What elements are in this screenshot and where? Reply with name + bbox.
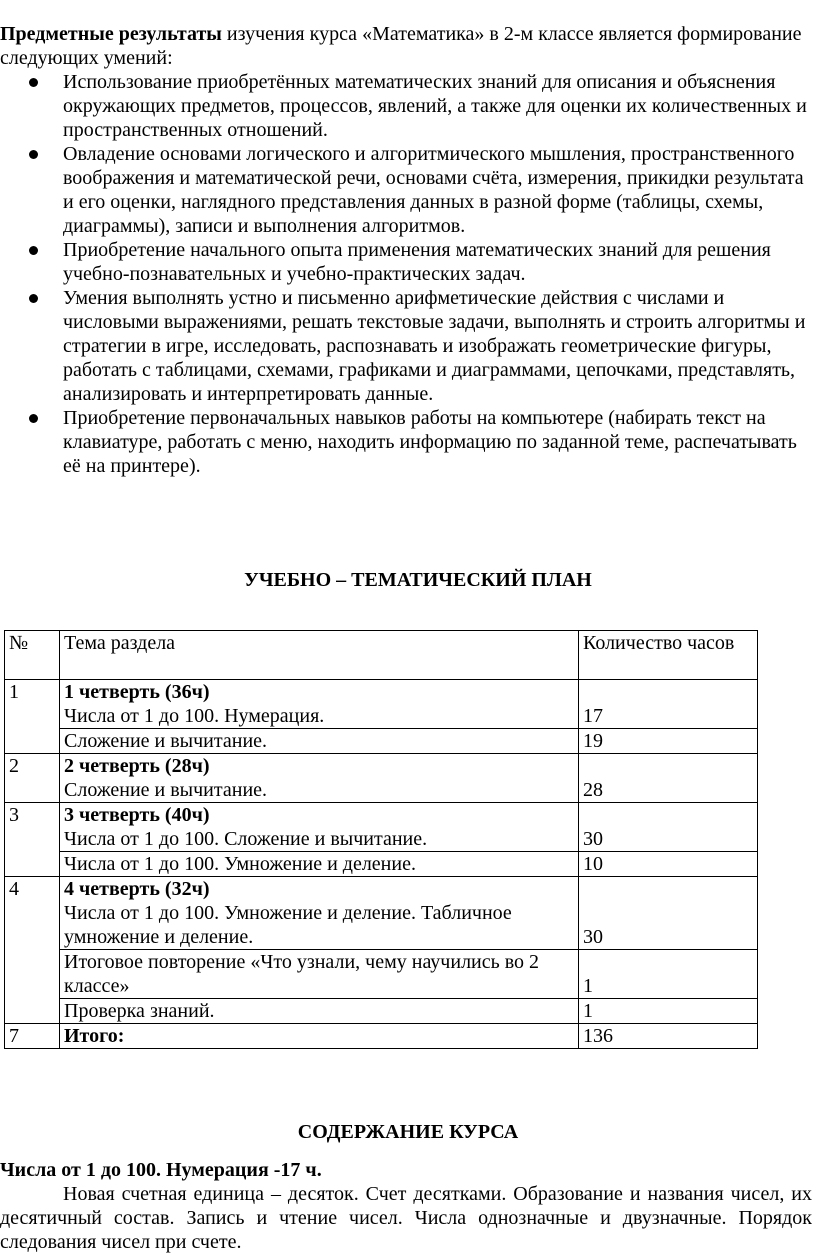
list-item-text: Умения выполнять устно и письменно арифметические действия с числами и числовыми выражениями, решать текстовые задачи, выполнять и строить алгоритмы и стратегии в игре, исследовать, распознавать и изображать геометрические фигуры, работать с таблицами, схемами, графиками и диаграммами, цепочками, представлять, анализировать и интерпретировать данные. bbox=[63, 287, 806, 405]
hours-value: 1 bbox=[579, 999, 758, 1024]
plan-title: УЧЕБНО – ТЕМАТИЧЕСКИЙ ПЛАН bbox=[244, 569, 592, 591]
hours-value: 30 bbox=[583, 926, 603, 948]
hours-value: 1 bbox=[583, 975, 593, 997]
total-label: Итого: bbox=[60, 1024, 579, 1049]
table-row bbox=[5, 729, 758, 754]
hours-value: 10 bbox=[579, 852, 758, 877]
plan-table bbox=[4, 630, 758, 1049]
bullet-icon bbox=[29, 150, 38, 159]
list-item bbox=[0, 406, 812, 478]
table-row bbox=[5, 877, 758, 950]
section-paragraph: Новая счетная единица – десяток. Счет десятками. Образование и названия чисел, их десятичный состав. Запись и чтение чисел. Числа однозначные и двузначные. Порядок следования чисел при счете. bbox=[0, 1183, 812, 1253]
quarter-title: 1 четверть (36ч) bbox=[64, 681, 210, 703]
hours-value: 17 bbox=[583, 705, 603, 727]
hours-value: 28 bbox=[583, 779, 603, 801]
table-row bbox=[5, 754, 758, 803]
row-topic bbox=[60, 877, 579, 950]
header-hours: Количество часов bbox=[579, 631, 758, 680]
row-num: 2 bbox=[5, 754, 60, 803]
hours-value: 19 bbox=[579, 729, 758, 754]
list-item-text: Овладение основами логического и алгоритмического мышления, пространственного воображения и математической речи, основами счёта, измерения, прикидки результата и его оценки, наглядного представления данных в разной форме (таблицы, схемы, диаграммы), записи и выполнения алгоритмов. bbox=[63, 143, 804, 237]
results-list bbox=[0, 70, 812, 478]
topic-text: Числа от 1 до 100. Сложение и вычитание. bbox=[64, 828, 428, 850]
topic-text: Сложение и вычитание. bbox=[64, 779, 268, 801]
row-hours bbox=[579, 877, 758, 950]
course-content bbox=[0, 1158, 812, 1254]
row-num: 4 bbox=[5, 877, 60, 1024]
quarter-title: 3 четверть (40ч) bbox=[64, 804, 210, 826]
row-hours bbox=[579, 680, 758, 729]
bullet-icon bbox=[29, 246, 38, 255]
topic-text: Сложение и вычитание. bbox=[60, 729, 579, 754]
topic-text: Проверка знаний. bbox=[60, 999, 579, 1024]
results-lead-text: изучения курса «Математика» в 2-м классе является формирование следующих умений: bbox=[0, 23, 802, 69]
row-topic bbox=[60, 803, 579, 852]
bullet-icon bbox=[29, 294, 38, 303]
row-num: 3 bbox=[5, 803, 60, 877]
table-header-row bbox=[5, 631, 758, 680]
row-hours bbox=[579, 754, 758, 803]
topic-text: Итоговое повторение «Что узнали, чему научились во 2 классе» bbox=[60, 950, 579, 999]
bullet-icon bbox=[29, 414, 38, 423]
bullet-icon bbox=[29, 78, 38, 87]
topic-text: Числа от 1 до 100. Умножение и деление. bbox=[60, 852, 579, 877]
list-item-text: Приобретение начального опыта применения математических знаний для решения учебно-познавательных и учебно-практических задач. bbox=[63, 239, 771, 285]
header-topic: Тема раздела bbox=[60, 631, 579, 680]
table-row-total bbox=[5, 1024, 758, 1049]
section-title: Числа от 1 до 100. Нумерация -17 ч. bbox=[0, 1159, 322, 1181]
results-lead-bold: Предметные результаты bbox=[0, 23, 222, 45]
row-hours bbox=[579, 950, 758, 999]
topic-text: Числа от 1 до 100. Умножение и деление. Табличное умножение и деление. bbox=[64, 902, 512, 948]
list-item bbox=[0, 238, 812, 286]
table-row bbox=[5, 803, 758, 852]
header-num: № bbox=[5, 631, 60, 680]
total-hours: 136 bbox=[579, 1024, 758, 1049]
row-topic bbox=[60, 754, 579, 803]
course-title: СОДЕРЖАНИЕ КУРСА bbox=[297, 1121, 519, 1143]
list-item bbox=[0, 286, 812, 406]
list-item-text: Использование приобретённых математических знаний для описания и объяснения окружающих предметов, процессов, явлений, а также для оценки их количественных и пространственных отношений. bbox=[63, 71, 807, 141]
table-row bbox=[5, 852, 758, 877]
row-topic bbox=[60, 680, 579, 729]
list-item bbox=[0, 70, 812, 142]
quarter-title: 2 четверть (28ч) bbox=[64, 755, 210, 777]
row-num: 1 bbox=[5, 680, 60, 754]
list-item bbox=[0, 142, 812, 238]
row-num: 7 bbox=[5, 1024, 60, 1049]
table-row bbox=[5, 999, 758, 1024]
row-hours bbox=[579, 803, 758, 852]
results-lead bbox=[0, 22, 812, 70]
quarter-title: 4 четверть (32ч) bbox=[64, 878, 210, 900]
table-row bbox=[5, 680, 758, 729]
results-section bbox=[0, 22, 812, 478]
topic-text: Числа от 1 до 100. Нумерация. bbox=[64, 705, 325, 727]
list-item-text: Приобретение первоначальных навыков работы на компьютере (набирать текст на клавиатуре, работать с меню, находить информацию по заданной теме, распечатывать её на принтере). bbox=[63, 407, 797, 477]
hours-value: 30 bbox=[583, 828, 603, 850]
table-row bbox=[5, 950, 758, 999]
